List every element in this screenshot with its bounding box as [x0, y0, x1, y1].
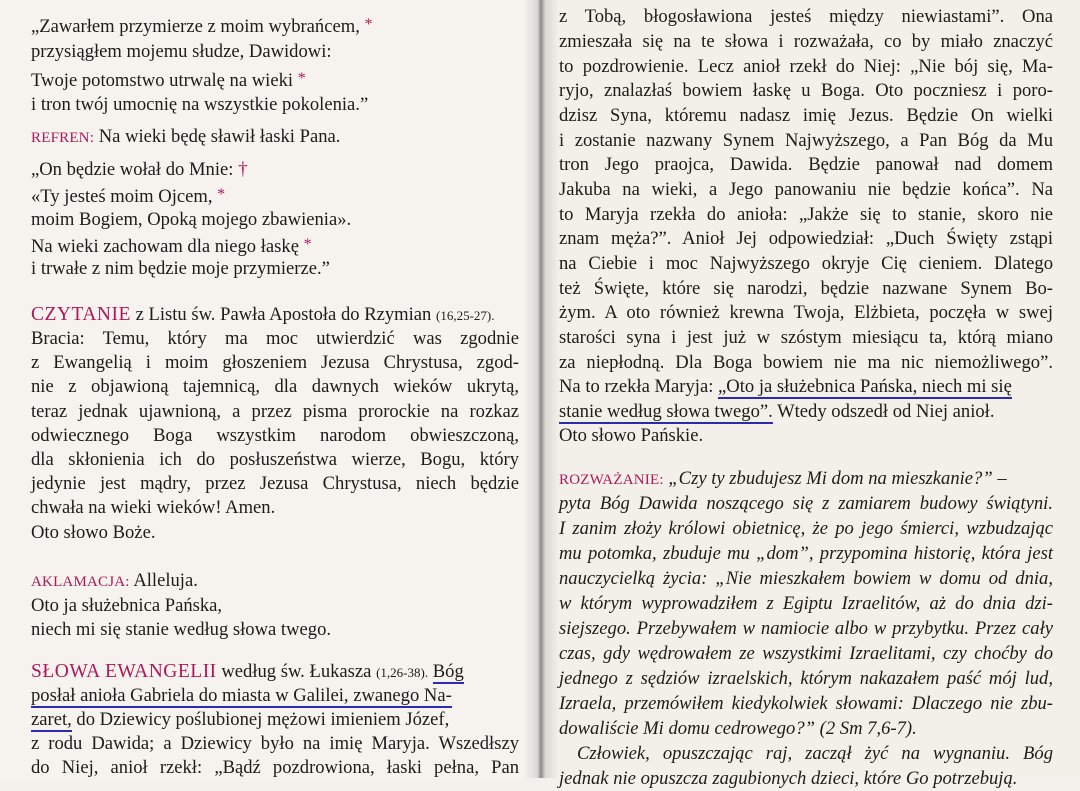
czytanie-line: odwiecznego Boga wszystkim narodom obwieszczoną,: [31, 425, 519, 446]
rozwazanie-line: dowaliście Mi domu cedrowego?” (2 Sm 7,6-7).: [559, 718, 917, 739]
czytanie-line: z Ewangelią i moim głoszeniem Jezusa Chrystusa, zgod-: [31, 352, 519, 373]
gospel-line: dzisz Syna, któremu nadasz imię Jezus. Będzie On wielki: [559, 105, 1053, 126]
rozwazanie-line: w którym wyprowadziłem z Egiptu Izraelitów, aż do dnia dzi-: [559, 593, 1053, 614]
gospel-line: za niepłodną. Dla Boga bowiem nie ma nic niemożliwego”.: [559, 352, 1053, 373]
rozwazanie-label: ROZWAŻANIE:: [559, 472, 664, 488]
ewangelia-line: posłał anioła Gabriela do miasta w Galilei, zwanego Na-: [31, 685, 452, 706]
gospel-line: ryjo, znalazłaś bowiem łaskę u Boga. Oto poczniesz i poro-: [559, 80, 1053, 101]
czytanie-line: Oto słowo Boże.: [31, 522, 156, 543]
ewangelia-label: SŁOWA EWANGELII: [31, 661, 217, 682]
book-gutter: [523, 0, 559, 778]
rozwazanie-line: I zanim złoży królowi obietnicę, że po jego śmierci, wzbudzając: [559, 518, 1053, 539]
czytanie-line: chwała na wieki wieków! Amen.: [31, 497, 276, 518]
czytanie-line: Bracia: Temu, który ma moc utwierdzić was zgodnie: [31, 328, 519, 349]
gospel-line: i zostanie nazwany Synem Najwyższego, a Pan Bóg da Mu: [559, 130, 1053, 151]
gospel-line: żym. A oto również krewna Twoja, Elżbieta, poczęła w swej: [559, 302, 1053, 323]
refren-label: REFREN:: [31, 130, 95, 146]
cross-mark: †: [238, 159, 248, 180]
left-page: [0, 0, 535, 778]
aklamacja-label: AKLAMACJA:: [31, 574, 130, 590]
gospel-line: na Ciebie i moc Najwyższego okryje Cię cieniem. Dlatego: [559, 253, 1053, 274]
rozwazanie-line: nauczycielką życia: „Nie mieszkałem bowiem w domu od dnia,: [559, 568, 1053, 589]
psalm-line: przysiągłem mojemu słudze, Dawidowi:: [31, 41, 332, 62]
ewangelia-line: zaret, do Dziewicy poślubionej mężowi imieniem Józef,: [31, 709, 450, 730]
aklamacja: AKLAMACJA: Alleluja.: [31, 570, 198, 591]
psalm-line: „On będzie wołał do Mnie: †: [31, 159, 248, 180]
aklamacja-line: niech mi się stanie według słowa twego.: [31, 619, 332, 640]
gospel-line: też Święte, które się narodzi, będzie nazwane Synem Bo-: [559, 278, 1053, 299]
gospel-line: starości syna i jest już w szóstym miesiącu ta, którą miano: [559, 327, 1053, 348]
ewangelia-heading: SŁOWA EWANGELII według św. Łukasza (1,26-38). Bóg: [31, 661, 464, 682]
gospel-line: Jakuba na wieki, a Jego panowaniu nie będzie końca”. Na: [559, 179, 1053, 200]
rozwazanie-line: pyta Bóg Dawida noszącego się z zamiarem budowy świątyni.: [559, 493, 1053, 514]
aklamacja-line: Oto ja służebnica Pańska,: [31, 595, 223, 616]
czytanie-line: teraz jednak ujawnioną, a przez pisma prorockie na rozkaz: [31, 401, 519, 422]
right-page: [537, 0, 1080, 789]
rozwazanie-line: mu potomka, zbuduje mu „dom”, przypomina historię, która jest: [559, 543, 1053, 564]
czytanie-line: nie z objawioną tajemnicą, dla dawnych wieków ukrytą,: [31, 376, 519, 397]
psalm-line: i trwałe z nim będzie moje przymierze.”: [31, 258, 330, 279]
gospel-line: stanie według słowa twego”. Wtedy odszedł od Niej anioł.: [559, 401, 995, 422]
rozwazanie-line: czas, gdy wędrowałem ze wszystkimi Izraelitami, czy choćby do: [559, 643, 1053, 664]
gospel-line: Na to rzekła Maryja: „Oto ja służebnica Pańska, niech mi się: [559, 376, 1012, 397]
czytanie-heading: CZYTANIE z Listu św. Pawła Apostoła do Rzymian (16,25-27).: [31, 304, 495, 325]
rozwazanie-line: jednak nie opuszcza zagubionych dzieci, które Go potrzebują.: [559, 768, 1018, 789]
psalm-line: «Ty jesteś moim Ojcem, *: [31, 186, 226, 207]
psalm-line: Na wieki zachowam dla niego łaskę *: [31, 236, 312, 257]
czytanie-line: dla skłonienia ich do posłuszeństwa wierze, Bogu, który: [31, 449, 519, 470]
refren: REFREN: Na wieki będę sławił łaski Pana.: [31, 126, 341, 147]
ewangelia-line: do Niej, anioł rzekł: „Bądź pozdrowiona, łaski pełna, Pan: [31, 757, 519, 778]
psalm-line: i tron twój umocnię na wszystkie pokolenia.”: [31, 94, 369, 115]
psalm-line: moim Bogiem, Opoką mojego zbawienia».: [31, 209, 352, 230]
psalm-line: „Zawarłem przymierze z moim wybrańcem, *: [31, 16, 373, 37]
czytanie-label: CZYTANIE: [31, 304, 131, 325]
gospel-line: znam męża?”. Anioł Jej odpowiedział: „Duch Święty zstąpi: [559, 228, 1053, 249]
gospel-line: zmieszała się na te słowa i rozważała, co by miało znaczyć: [559, 31, 1053, 52]
gospel-line: to pozdrowienie. Lecz anioł rzekł do Niej: „Nie bój się, Ma-: [559, 56, 1053, 77]
gospel-line: to Maryja rzekła do anioła: „Jakże się to stanie, skoro nie: [559, 204, 1053, 225]
rozwazanie-line: Człowiek, opuszczając raj, zaczął żyć na wygnaniu. Bóg: [577, 743, 1053, 764]
gospel-line: z Tobą, błogosławiona jesteś między niewiastami”. Ona: [559, 6, 1053, 27]
rozwazanie-line: Izraela, przemówiłem kiedykolwiek słowami: Dlaczego nie zbu-: [559, 693, 1053, 714]
rozwazanie-line: jednego z sędziów izraelskich, którym nakazałem paść mój lud,: [559, 668, 1053, 689]
czytanie-line: jedynie jest mądry, przez Jezusa Chrystusa, niech będzie: [31, 473, 519, 494]
gospel-line: Oto słowo Pańskie.: [559, 425, 704, 446]
psalm-line: Twoje potomstwo utrwalę na wieki *: [31, 70, 306, 91]
rozwazanie-line: siejszego. Przebywałem w namiocie albo w przybytku. Przez cały: [559, 618, 1053, 639]
gospel-line: tron Jego praojca, Dawida. Będzie panował nad domem: [559, 154, 1053, 175]
ewangelia-line: z rodu Dawida; a Dziewicy było na imię Maryja. Wszedłszy: [31, 733, 519, 754]
rozwazanie-heading: ROZWAŻANIE: „Czy ty zbudujesz Mi dom na mieszkanie?” –: [559, 468, 1007, 489]
